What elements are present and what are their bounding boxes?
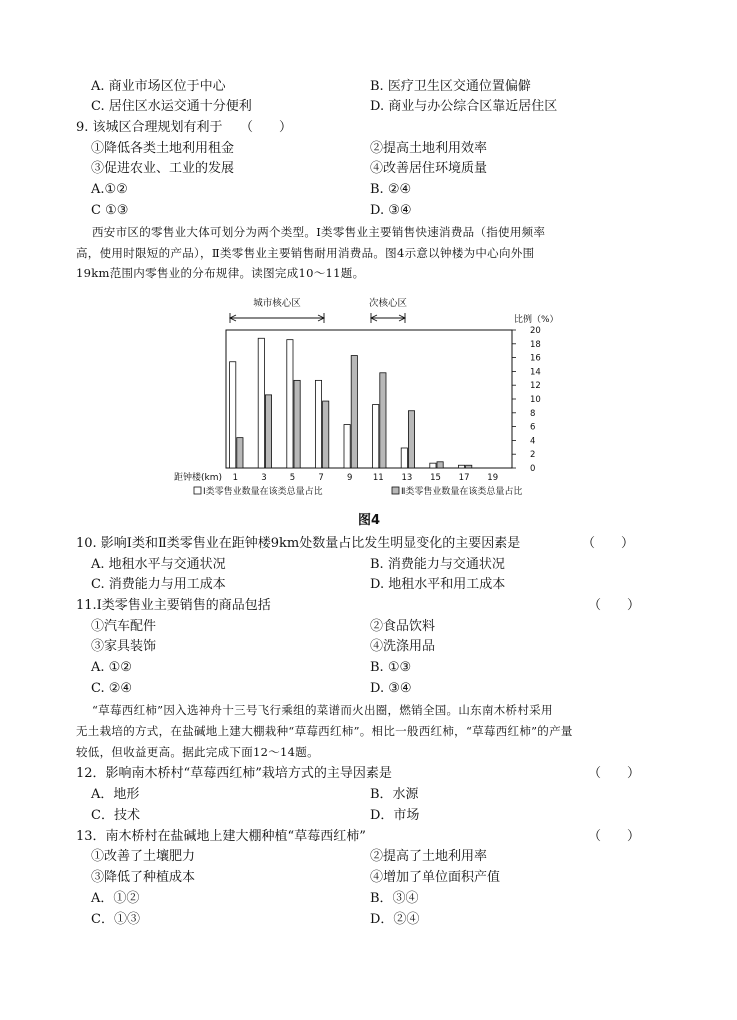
bar-type1 — [458, 465, 464, 468]
q8-option-a: A. 商业市场区位于中心 — [91, 79, 226, 94]
q11-option-a: A. ①② — [91, 660, 132, 675]
q13-option-b: B．③④ — [370, 891, 419, 906]
q11-option-d: D. ③④ — [370, 681, 412, 696]
bar-type1 — [373, 405, 379, 468]
x-tick-label: 3 — [261, 473, 267, 483]
q12-option-d: D．市场 — [370, 808, 420, 823]
y-tick-label: 6 — [530, 422, 536, 433]
bar-type2 — [237, 438, 243, 468]
q9-item-4: ④改善居住环境质量 — [370, 161, 488, 176]
x-tick-label: 19 — [487, 473, 499, 483]
legend-swatch-type2 — [392, 487, 399, 494]
q10-stem: 10. 影响Ⅰ类和Ⅱ类零售业在距钟楼9km处数量占比发生明显变化的主要因素是 — [76, 536, 521, 551]
passage2-line-2: 无土栽培的方式，在盐碱地上建大棚栽种“草莓西红柿”。相比一般西红柿，“草莓西红柿”的产量 — [76, 724, 573, 738]
q9-option-c: C ①③ — [91, 203, 129, 218]
legend-swatch-type1 — [194, 487, 201, 494]
q9-stem: 9. 该城区合理规划有利于 — [76, 120, 223, 135]
x-axis-label: 距钟楼(km) — [173, 473, 222, 483]
q10-answer-bracket: （ ） — [582, 536, 635, 551]
bar-type2 — [437, 462, 443, 468]
q10-option-a: A. 地租水平与交通状况 — [91, 557, 226, 572]
x-tick-label: 1 — [232, 473, 239, 483]
q13-item-4: ④增加了单位面积产值 — [370, 870, 501, 885]
q12-stem: 12．影响南木桥村“草莓西红柿”栽培方式的主导因素是 — [76, 766, 392, 781]
q11-answer-bracket: （ ） — [588, 598, 641, 613]
y-tick-label: 10 — [530, 395, 541, 405]
y-tick-label: 14 — [530, 367, 541, 378]
q9-item-2: ②提高土地利用效率 — [370, 141, 488, 156]
bar-type1 — [430, 463, 436, 468]
passage1-line-3: 19km范围内零售业的分布规律。读图完成10～11题。 — [76, 266, 365, 280]
q12-option-a: A．地形 — [91, 787, 140, 802]
q9-answer-bracket: （ ） — [240, 120, 293, 135]
y-tick-label: 0 — [530, 464, 536, 474]
x-tick-label: 15 — [430, 473, 441, 483]
sub-core-region-label: 次核心区 — [368, 298, 408, 309]
y-tick-label: 8 — [530, 408, 536, 419]
bar-type2 — [294, 380, 300, 468]
passage1-line-2: 高，使用时限短的产品），Ⅱ类零售业主要销售耐用消费品。图4示意以钟楼为中心向外围 — [76, 246, 535, 260]
passage2-line-1: “草莓西红柿”因入选神舟十三号飞行乘组的菜谱而火出圈，燃销全国。山东南木桥村采用 — [92, 703, 553, 717]
q13-option-a: A．①② — [91, 891, 140, 906]
bar-type2 — [351, 356, 357, 468]
q13-option-d: D．②④ — [370, 912, 420, 927]
q12-option-c: C．技术 — [91, 808, 140, 823]
q9-item-3: ③促进农业、工业的发展 — [91, 161, 235, 176]
passage2-line-3: 较低，但收益更高。据此完成下面12～14题。 — [76, 745, 319, 759]
y-tick-label: 2 — [530, 450, 536, 461]
q13-option-c: C．①③ — [91, 912, 140, 927]
y-axis-label: 比例（%） — [514, 315, 559, 325]
legend-label-type1: Ⅰ类零售业数量在该类总量占比 — [203, 487, 323, 497]
bar-type2 — [323, 401, 329, 468]
bar-type1 — [287, 340, 293, 468]
bar-type1 — [344, 425, 350, 468]
q13-stem: 13．南木桥村在盐碱地上建大棚种植“草莓西红柿” — [76, 829, 366, 844]
q13-item-1: ①改善了土壤肥力 — [91, 849, 196, 864]
q11-item-2: ②食品饮料 — [370, 619, 436, 634]
q9-option-d: D. ③④ — [370, 203, 412, 218]
q9-option-a: A.①② — [91, 182, 128, 197]
x-tick-label: 13 — [401, 473, 413, 483]
q13-item-3: ③降低了种植成本 — [91, 870, 196, 885]
bar-type1 — [230, 362, 236, 468]
bar-type2 — [466, 465, 472, 468]
q11-option-b: B. ①③ — [370, 660, 412, 675]
q9-option-b: B. ②④ — [370, 182, 412, 197]
y-tick-label: 4 — [530, 436, 536, 447]
bar-type1 — [401, 448, 407, 468]
x-tick-label: 7 — [318, 473, 324, 483]
bar-type2 — [265, 395, 271, 468]
y-tick-label: 12 — [530, 381, 541, 392]
bar-type1 — [315, 380, 321, 468]
q10-option-c: C. 消费能力与用工成本 — [91, 577, 226, 592]
q11-stem: 11.Ⅰ类零售业主要销售的商品包括 — [76, 598, 271, 613]
x-tick-label: 17 — [458, 473, 470, 483]
x-tick-label: 11 — [372, 473, 384, 483]
y-tick-label: 18 — [530, 339, 541, 350]
q8-option-c: C. 居住区水运交通十分便利 — [91, 99, 252, 114]
q11-item-1: ①汽车配件 — [91, 619, 157, 634]
x-tick-label: 9 — [346, 473, 353, 483]
q11-option-c: C. ②④ — [91, 681, 133, 696]
q11-item-4: ④洗涤用品 — [370, 639, 436, 654]
legend-label-type2: Ⅱ类零售业数量在该类总量占比 — [401, 487, 523, 497]
bar-type1 — [258, 338, 264, 468]
figure-caption: 图4 — [358, 513, 381, 528]
x-tick-label: 5 — [289, 473, 296, 483]
y-tick-label: 20 — [530, 326, 541, 336]
q9-item-1: ①降低各类土地利用租金 — [91, 141, 235, 156]
q13-answer-bracket: （ ） — [588, 829, 641, 844]
q12-answer-bracket: （ ） — [588, 766, 641, 781]
q11-item-3: ③家具装饰 — [91, 639, 157, 654]
q10-option-b: B. 消费能力与交通状况 — [370, 557, 505, 572]
retail-distribution-chart — [160, 292, 580, 507]
q10-option-d: D. 地租水平和用工成本 — [370, 577, 506, 592]
bar-type2 — [408, 411, 414, 468]
q8-option-b: B. 医疗卫生区交通位置偏僻 — [370, 79, 531, 94]
bar-type2 — [380, 373, 386, 468]
q12-option-b: B．水源 — [370, 787, 419, 802]
y-tick-label: 16 — [530, 353, 541, 364]
q8-option-d: D. 商业与办公综合区靠近居住区 — [370, 99, 558, 114]
q13-item-2: ②提高了土地利用率 — [370, 849, 488, 864]
core-region-label: 城市核心区 — [253, 298, 301, 309]
passage1-line-1: 西安市区的零售业大体可划分为两个类型。Ⅰ类零售业主要销售快速消费品（指使用频率 — [92, 225, 546, 239]
